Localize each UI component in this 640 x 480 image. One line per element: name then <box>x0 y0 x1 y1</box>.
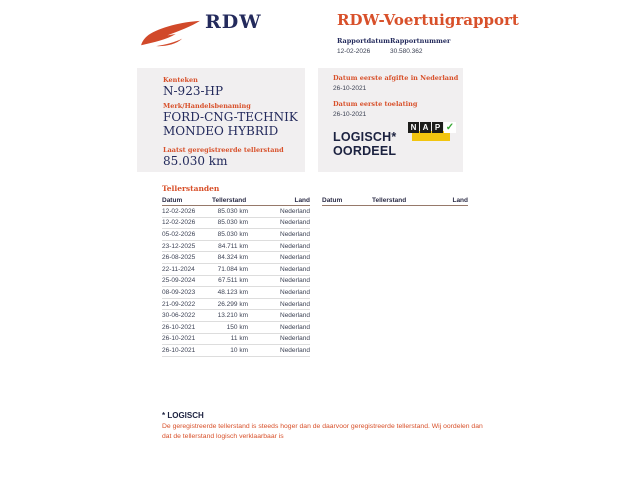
dates-panel <box>318 68 463 172</box>
cell-datum: 23-12-2025 <box>162 242 196 250</box>
table-header-row <box>162 196 310 206</box>
report-date-block <box>337 37 390 55</box>
report-number-label: Rapportnummer <box>390 37 451 45</box>
cell-land: Nederland <box>280 207 310 215</box>
cell-land: Nederland <box>280 230 310 238</box>
cell-datum: 25-09-2024 <box>162 277 196 285</box>
table-row <box>162 287 310 299</box>
cell-land: Nederland <box>280 242 310 250</box>
col-header-datum: Datum <box>322 197 343 204</box>
laatste-tellerstand-label: Laatst geregistreerde tellerstand <box>163 146 284 154</box>
table-row <box>162 322 310 334</box>
kenteken-label: Kenteken <box>163 76 198 84</box>
table-row <box>162 218 310 230</box>
table-row <box>162 252 310 264</box>
report-number-value: 30.580.362 <box>390 48 423 55</box>
table-row <box>162 334 310 346</box>
cell-tellerstand: 150 km <box>226 323 248 331</box>
afgifte-label: Datum eerste afgifte in Nederland <box>333 74 459 82</box>
laatste-tellerstand-value: 85.030 km <box>163 154 228 168</box>
cell-datum: 12-02-2026 <box>162 207 196 215</box>
cell-tellerstand: 48.123 km <box>217 288 248 296</box>
kenteken-value: N-923-HP <box>163 84 224 98</box>
col-header-land: Land <box>452 197 468 204</box>
merk-label: Merk/Handelsbenaming <box>163 102 251 110</box>
merk-line2: MONDEO HYBRID <box>163 124 279 138</box>
cell-datum: 05-02-2026 <box>162 230 196 238</box>
footnote-heading: * LOGISCH <box>162 411 204 420</box>
cell-tellerstand: 26.299 km <box>217 300 248 308</box>
cell-tellerstand: 11 km <box>230 335 248 343</box>
tellerstanden-table-left <box>162 196 310 357</box>
nap-check-icon: ✓ <box>445 122 455 133</box>
cell-datum: 26-10-2021 <box>162 323 196 331</box>
oordeel-line1: LOGISCH* <box>333 130 397 144</box>
cell-datum: 26-08-2025 <box>162 254 196 262</box>
cell-land: Nederland <box>280 312 310 320</box>
col-header-tellerstand: Tellerstand <box>372 197 407 204</box>
cell-land: Nederland <box>280 323 310 331</box>
nap-letter-n: N <box>408 122 419 133</box>
nap-logo <box>408 122 455 144</box>
report-meta <box>337 37 451 55</box>
table-row <box>162 276 310 288</box>
cell-tellerstand: 85.030 km <box>217 207 248 215</box>
cell-datum: 21-09-2022 <box>162 300 196 308</box>
footnote-text: De geregistreerde tellerstand is steeds hoger dan de daarvoor geregistreerde tellerstand. Wij oordelen dan dat de tellerstand logisch verklaarbaar is <box>162 423 483 440</box>
cell-tellerstand: 10 km <box>230 346 248 354</box>
vehicle-info-panel <box>137 68 305 172</box>
nap-letter-p: P <box>432 122 443 133</box>
cell-tellerstand: 84.711 km <box>218 242 248 250</box>
table-row <box>162 264 310 276</box>
table-row <box>162 345 310 357</box>
cell-datum: 26-10-2021 <box>162 346 196 354</box>
cell-datum: 26-10-2021 <box>162 335 196 343</box>
cell-tellerstand: 85.030 km <box>217 219 248 227</box>
rdw-wing-icon <box>140 20 202 48</box>
cell-tellerstand: 13.210 km <box>217 312 248 320</box>
afgifte-value: 26-10-2021 <box>333 85 367 92</box>
table-row <box>162 206 310 218</box>
merk-line1: FORD-CNG-TECHNIK <box>163 110 298 124</box>
cell-datum: 12-02-2026 <box>162 219 196 227</box>
cell-tellerstand: 84.324 km <box>217 254 248 262</box>
table-row <box>162 310 310 322</box>
cell-land: Nederland <box>280 346 310 354</box>
table-header-row <box>322 196 468 206</box>
table-row <box>162 229 310 241</box>
report-title: RDW-Voertuigrapport <box>337 11 519 29</box>
tellerstanden-heading: Tellerstanden <box>162 184 220 193</box>
rdw-logo-text: RDW <box>205 11 262 33</box>
tellerstanden-table-right <box>322 196 468 206</box>
cell-datum: 30-06-2022 <box>162 312 196 320</box>
cell-land: Nederland <box>280 219 310 227</box>
cell-tellerstand: 85.030 km <box>217 230 248 238</box>
table-row <box>162 299 310 311</box>
nap-letter-a: A <box>420 122 431 133</box>
oordeel-line2: OORDEEL <box>333 144 397 158</box>
toelating-value: 26-10-2021 <box>333 111 367 118</box>
cell-land: Nederland <box>280 335 310 343</box>
cell-tellerstand: 67.511 km <box>218 277 248 285</box>
cell-tellerstand: 71.084 km <box>217 265 248 273</box>
report-date-label: Rapportdatum <box>337 37 390 45</box>
report-date-value: 12-02-2026 <box>337 48 371 55</box>
cell-land: Nederland <box>280 288 310 296</box>
col-header-datum: Datum <box>162 197 183 204</box>
cell-land: Nederland <box>280 265 310 273</box>
report-number-block <box>390 37 451 55</box>
nap-letter-squares <box>408 122 456 133</box>
cell-datum: 08-09-2023 <box>162 288 196 296</box>
cell-land: Nederland <box>280 254 310 262</box>
cell-land: Nederland <box>280 277 310 285</box>
col-header-land: Land <box>294 197 310 204</box>
col-header-tellerstand: Tellerstand <box>212 197 247 204</box>
cell-datum: 22-11-2024 <box>162 265 195 273</box>
toelating-label: Datum eerste toelating <box>333 100 418 108</box>
table-row <box>162 241 310 253</box>
cell-land: Nederland <box>280 300 310 308</box>
